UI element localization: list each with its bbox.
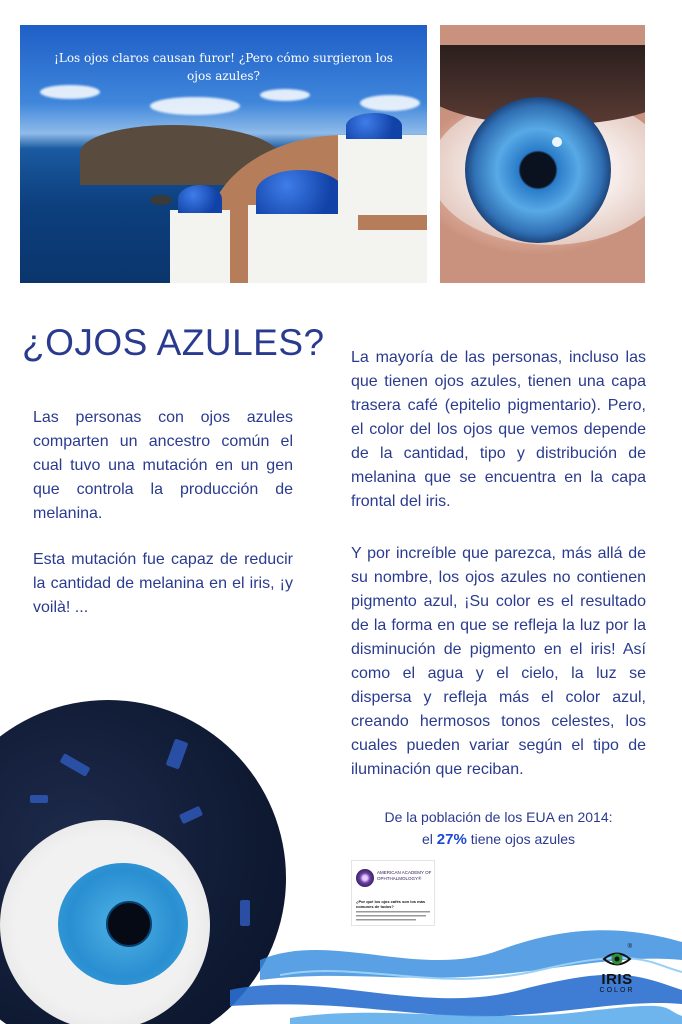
- eye-closeup-photo: [440, 25, 645, 283]
- left-paragraph-1: Las personas con ojos azules comparten un ancestro común el cual tuvo una mutación en un gen que controla la producción de melanina.: [33, 409, 293, 522]
- right-paragraph-1: La mayoría de las personas, incluso las que tienen ojos azules, tienen una capa trasera café (epitelio pigmentario). Pero, el color del los ojos que vemos depende de la cantidad, tipo y distribución de melanina que se encuentra en la capa frontal del iris.: [351, 349, 646, 510]
- cloud-shape: [150, 97, 240, 115]
- blue-speck: [60, 753, 91, 777]
- cloud-shape: [260, 89, 310, 101]
- brand-name: IRIS: [601, 971, 633, 988]
- statistic-block: [351, 806, 646, 851]
- eye-icon-graphic: [602, 948, 632, 970]
- island-shape: [150, 195, 172, 205]
- statistic-line-2: [351, 828, 646, 851]
- blue-speck: [30, 795, 48, 803]
- brand-subtitle: COLOR: [599, 987, 635, 994]
- statistic-line-1: De la población de los EUA en 2014:: [384, 809, 613, 825]
- statistic-suffix: tiene ojos azules: [466, 831, 575, 847]
- source-organization: AMERICAN ACADEMY OF OPHTHALMOLOGY®: [377, 870, 432, 881]
- statistic-prefix: el: [421, 831, 437, 847]
- right-paragraph-2: Y por increíble que parezca, más allá de su nombre, los ojos azules no contienen pigmento azul, ¡Su color es el resultado de la forma en que se refleja la luz por la disminución de pigmento en el iris! Así como el agua y el cielo, la luz se dispersa y refleja más el color azul, creando hermosos tonos celestes, los cuales pueden variar según el tipo de iluminación que reciban.: [351, 545, 646, 778]
- eye-glint: [552, 137, 562, 147]
- church-building: [170, 210, 230, 283]
- blue-iris: [465, 97, 611, 243]
- blue-dome: [178, 185, 222, 213]
- registered-mark: ®: [627, 944, 632, 950]
- terrace-building: [320, 230, 427, 283]
- aao-logo-icon: [356, 869, 374, 887]
- blue-dome: [256, 170, 344, 214]
- eye-icon: [602, 944, 632, 970]
- santorini-photo: [20, 25, 427, 283]
- source-title: ¿Por qué los ojos cafés son los más comunes de todos?: [356, 899, 426, 909]
- blue-speck: [179, 806, 203, 824]
- left-paragraph-2: Esta mutación fue capaz de reducir la cantidad de melanina en el iris, ¡y voilà! ...: [33, 551, 293, 616]
- decorative-waves: [0, 920, 682, 1024]
- source-card[interactable]: [351, 860, 435, 926]
- cloud-shape: [40, 85, 100, 99]
- church-building: [338, 135, 427, 215]
- blue-speck: [166, 738, 189, 769]
- iris-color-logo: [592, 944, 642, 995]
- cloud-shape: [360, 95, 420, 111]
- blue-dome: [346, 113, 402, 139]
- statistic-value: 27%: [436, 831, 467, 848]
- photo-caption: ¡Los ojos claros causan furor! ¿Pero cómo surgieron los ojos azules?: [54, 51, 393, 83]
- page-title: ¿OJOS AZULES?: [22, 322, 325, 363]
